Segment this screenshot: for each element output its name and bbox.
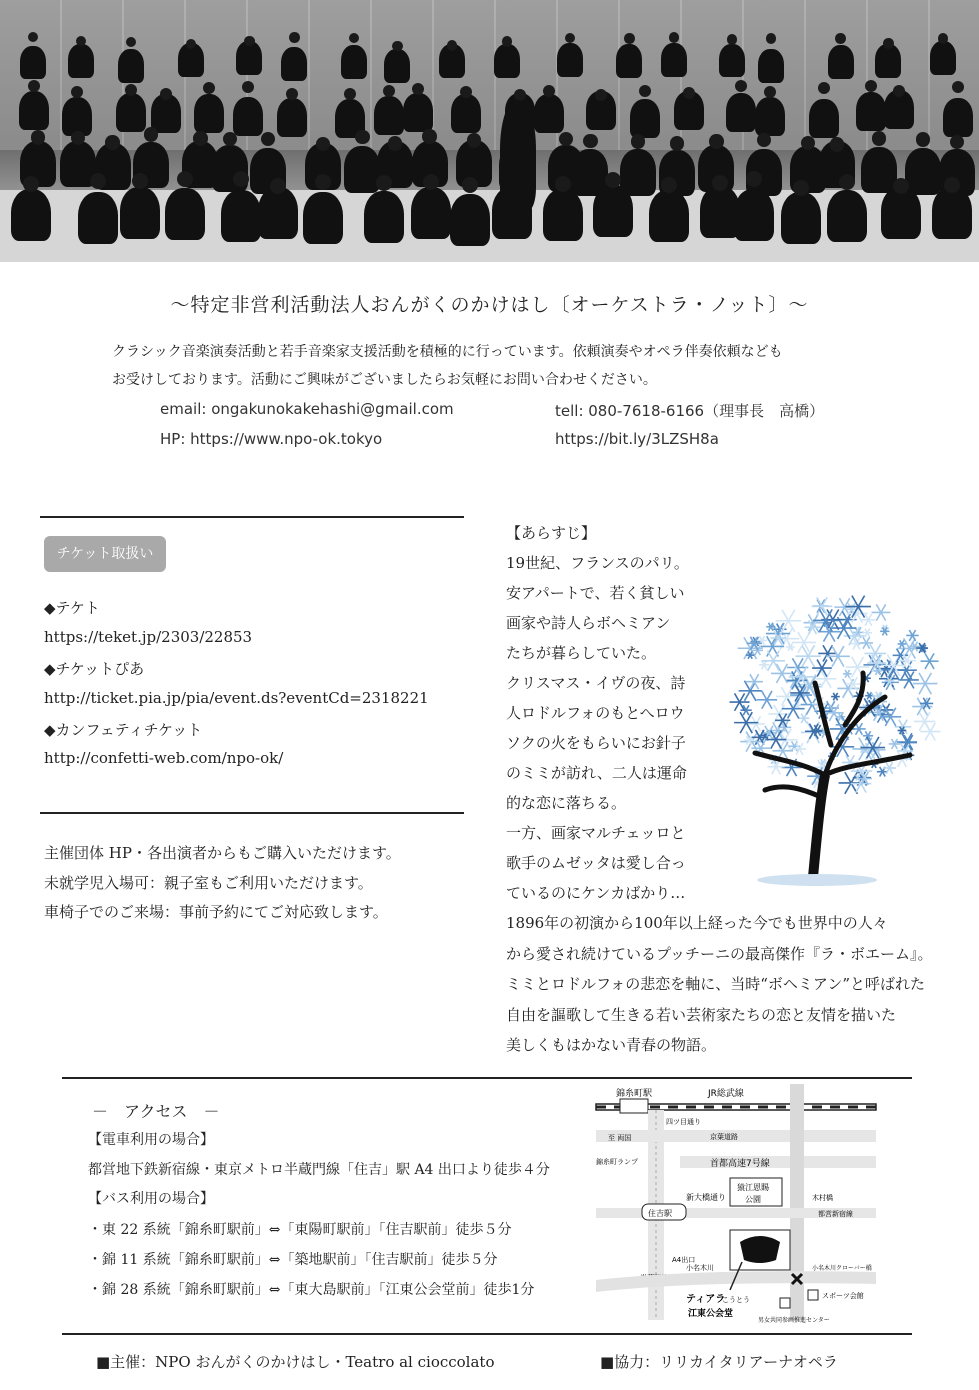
map-label: 四ツ目通り xyxy=(666,1118,701,1126)
bus-heading: 【バス利用の場合】 xyxy=(88,1191,214,1207)
hp-link[interactable]: HP: https://www.npo-ok.tokyo xyxy=(160,430,383,448)
map-label: 男女共同参画推進センター xyxy=(758,1317,830,1324)
train-heading: 【電車利用の場合】 xyxy=(88,1132,214,1148)
support-credit: ■協力：リリカイタリアーナオペラ xyxy=(600,1353,838,1371)
train-info: 都営地下鉄新宿線・東京メトロ半蔵門線「住吉」駅 A4 出口より徒歩４分 xyxy=(88,1162,550,1178)
map-label: 住吉駅 xyxy=(648,1209,672,1218)
orchestra-photo xyxy=(0,0,979,262)
page-title: ～特定非営利活動法人おんがくのかけはし〔オーケストラ・ノット〕～ xyxy=(170,294,809,316)
map-label: 江東公会堂 xyxy=(688,1309,734,1319)
bus-route-3: ・錦 28 系統「錦糸町駅前」⇔「東大島駅前」「江東公会堂前」徒歩1分 xyxy=(88,1282,535,1298)
access-heading: － アクセス － xyxy=(92,1102,220,1121)
map-label: 新大橋通り xyxy=(686,1193,726,1202)
map-label: 錦糸町ランプ xyxy=(596,1158,638,1166)
synopsis-wide: 1896年の初演から100年以上経った今でも世界中の人々 から愛され続けているプッチーニの最高傑作『ラ・ボエーム』。 ミミとロドルフォの悲恋を軸に、当時“ボヘミアン”と呼ばれた 自由を謳歌して生きる若い芸術家たちの恋と友情を描いた 美しくもはかない青春の物語。 xyxy=(506,914,933,1054)
map-label: 至 両国 xyxy=(608,1134,632,1142)
ticket-name-confetti: ◆カンフェティチケット xyxy=(44,721,203,739)
tel-text: tell: 080-7618-6166（理事長 高橋） xyxy=(555,402,825,420)
short-link[interactable]: https://bit.ly/3LZSH8a xyxy=(555,430,719,448)
synopsis-narrow: 【あらすじ】 19世紀、フランスのパリ。 安アパートで、若く貧しい 画家や詩人らボヘミアン たちが暮らしていた。 クリスマス・イヴの夜、詩 人ロドルフォのもとへロウ ソクの火をもらいにお針子 のミミが訪れ、二人は運命 的な恋に落ちる。 一方、画家マルチェッロと 歌手のムゼッタは愛し合っ ているのにケンカばかり… xyxy=(506,518,726,908)
divider xyxy=(62,1333,912,1335)
email-text: email: ongakunokakehashi@gmail.com xyxy=(160,400,454,418)
intro-text: クラシック音楽演奏活動と若手音楽家支援活動を積極的に行っています。依頼演奏やオペラ伴奏依頼なども お受けしております。活動にご興味がございましたらお気軽にお問い合わせください。 xyxy=(112,344,783,388)
divider xyxy=(62,1077,912,1079)
map-label: 小名木川 xyxy=(686,1264,714,1272)
map-label: 錦糸町駅 xyxy=(616,1089,653,1099)
map-label: 都営新宿線 xyxy=(818,1210,853,1218)
access-map xyxy=(590,1084,890,1328)
ticket-link-confetti[interactable]: http://confetti-web.com/npo-ok/ xyxy=(44,749,284,767)
map-label: 猿江恩賜 xyxy=(737,1183,769,1192)
ticket-badge: チケット取扱い xyxy=(44,536,166,572)
map-label: 京葉道路 xyxy=(710,1133,738,1141)
ticket-name-teket: ◆テケト xyxy=(44,599,100,617)
ticket-link-teket[interactable]: https://teket.jp/2303/22853 xyxy=(44,628,253,646)
map-label: ティアラ xyxy=(686,1294,726,1305)
organizer-credit: ■主催：NPO おんがくのかけはし・Teatro al cioccolato xyxy=(96,1353,495,1371)
divider xyxy=(40,812,464,814)
bus-route-1: ・東 22 系統「錦糸町駅前」⇔「東陽町駅前」「住吉駅前」徒歩５分 xyxy=(88,1222,512,1238)
map-label: JR総武線 xyxy=(708,1089,744,1099)
divider xyxy=(40,516,464,518)
note-purchase: 主催団体 HP・各出演者からもご購入いただけます。 xyxy=(44,844,401,862)
map-label: スポーツ会館 xyxy=(822,1292,864,1300)
ticket-name-pia: ◆チケットぴあ xyxy=(44,660,145,678)
map-label: こうとう xyxy=(722,1296,750,1304)
map-label: 小名木川クローバー橋 xyxy=(812,1265,872,1272)
synopsis-heading: 【あらすじ】 xyxy=(506,524,597,542)
bus-route-2: ・錦 11 系統「錦糸町駅前」⇔「築地駅前」「住吉駅前」徒歩５分 xyxy=(88,1252,498,1268)
map-label: A4出口 xyxy=(672,1256,696,1264)
note-wheelchair: 車椅子でのご来場：事前予約にてご対応致します。 xyxy=(44,903,388,921)
snowflake-tree-illustration xyxy=(725,585,950,895)
map-label: 木村橋 xyxy=(812,1194,833,1202)
map-label: 公園 xyxy=(745,1195,761,1204)
ticket-link-pia[interactable]: http://ticket.pia.jp/pia/event.ds?eventCd=2318221 xyxy=(44,689,429,707)
note-children: 未就学児入場可：親子室もご利用いただけます。 xyxy=(44,874,373,892)
map-label: 首都高速7号線 xyxy=(710,1159,770,1169)
